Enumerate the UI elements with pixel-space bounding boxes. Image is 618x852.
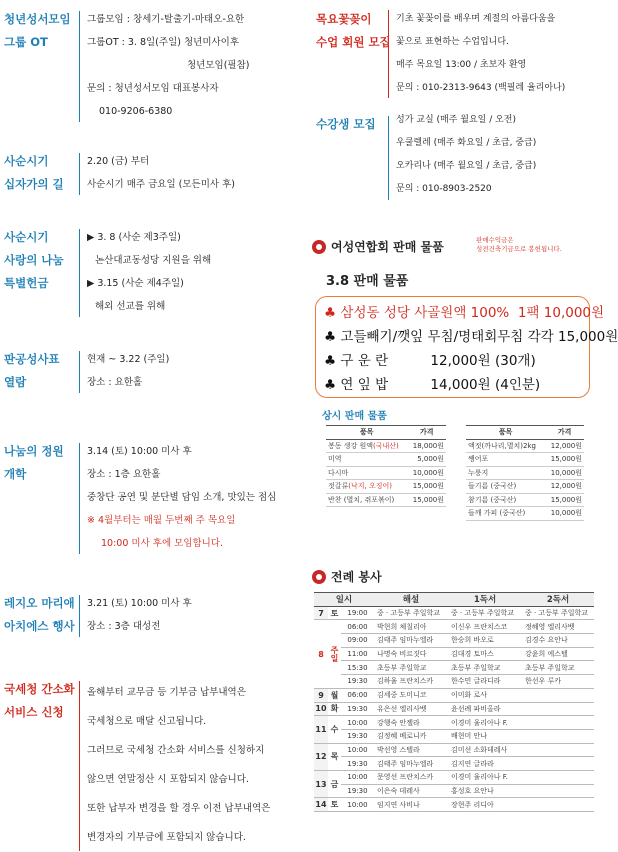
- table-row: 액젓(까나리,멸치)2kg 12,000원: [466, 439, 584, 453]
- table-row: 봉동 생강 원액(국내산) 18,000원: [326, 439, 446, 453]
- pin-icon: [312, 570, 326, 584]
- exhibit-title: 판공성사표 열람: [4, 352, 60, 389]
- pin-icon: [312, 240, 326, 254]
- regular-table-right: 품목 가격 액젓(까나리,멸치)2kg 12,000원 쌩어포 15,000원 누룽지 10,000원 들기름 (중국산) 12,000원 참기름 (중국산) 15,000원 들깨 가피 (중국산) 10,000원: [466, 425, 584, 521]
- students-body: 성가 교실 (매주 월요일 / 오전) 우쿨렐레 (매주 화요일 / 초급, 중급) 오카리나 (매주 월요일 / 초급, 중급) 문의 : 010-8903-2520: [396, 115, 537, 194]
- table-row: 반찬 (멸치, 쥐포볶이) 15,000원: [326, 493, 446, 507]
- garden-body: 3.14 (토) 10:00 미사 후 장소 : 1층 요한홀 중창단 공연 및 분단별 담임 소개, 맛있는 점심 ※ 4월부터는 매월 두번째 주 목요일 10:00 미사 후에 모임합니다.: [87, 446, 277, 549]
- cross-title: 사순시기 십자가의 길: [4, 154, 64, 191]
- sale-item: ♣ 삼성동 성당 사골원액 100% 1팩 10,000원: [324, 305, 605, 321]
- table-row: 7 토 19:00 중 · 고등부 주일학교 중 · 고등부 주일학교 중 · 고등부 주일학교: [314, 606, 594, 620]
- table-row: 참기름 (중국산) 15,000원: [466, 493, 584, 507]
- regular-table-left: 품목 가격 봉동 생강 원액(국내산) 18,000원 미역 5,000원 다시마 10,000원 젓갈류(낙지, 오징어) 15,000원 반찬 (멸치, 쥐포볶이) 15,000원: [326, 425, 446, 507]
- sale-note: 판매수익금은 성전건축기금으로 봉헌됩니다.: [476, 236, 562, 253]
- table-row: 19:30 이은숙 데레사 홍성호 요안나: [314, 784, 594, 798]
- table-row: 13 금 10:00 문영선 프란치스카 이경미 율리아나 F.: [314, 770, 594, 784]
- sale-item: ♣ 연 잎 밥 14,000원 (4인분): [324, 377, 541, 393]
- service-header: 전례 봉사: [312, 568, 382, 585]
- table-row: 19:30 김하율 프란치스카 한수민 글라디라 한선우 루카: [314, 675, 594, 689]
- tax-body: 올해부터 교무금 등 기부금 납부내역은 국세청으로 매달 신고됩니다. 그러므로 국세청 간소화 서비스를 신청하지 않으면 연말정산 시 포함되지 않습니다. 또한 납부자 변경을 할 경우 이전 납부내역은 변경자의 기부금에 포함되지 않습니다.: [87, 687, 271, 843]
- table-row: 10 화 19:30 유은선 엘리사벳 윤선례 파비올라: [314, 702, 594, 716]
- sale-item: ♣ 구 운 란 12,000원 (30개): [324, 353, 536, 369]
- regular-title: 상시 판매 물품: [322, 411, 387, 422]
- table-row: 09:00 김태주 임마누엘라 한승희 바오로 김경수 요안나: [314, 634, 594, 648]
- youth-title: 청년성서모임 그룹 OT: [4, 12, 71, 49]
- garden-title: 나눔의 정원 개학: [4, 444, 64, 481]
- table-row: 들기름 (중국산) 12,000원: [466, 480, 584, 494]
- table-row: 들깨 가피 (중국산) 10,000원: [466, 507, 584, 521]
- service-table: 일시 해설 1독서 2독서 7 토 19:00 중 · 고등부 주일학교 중 · 고등부 주일학교 중 · 고등부 주일학교 8 주일 06:00 박현희 체칠리아 이신우 프란치스코 정혜영 엘리사벳 09:00 김태주 임마누엘라 한승희 바오로 김경수 요안나 11:00 나명숙 비르짓다 김대경 토마스 강윤희 에스텔 15:30 초등부 주일학교 초등부 주일학교 초등부 주일학교 19:30 김하율 프란치스카 한수민 글라디라 한선우 루카 9 월 06:00 김세중 도미니코 이미화 로사 10 화 19:30 유은선 엘리사벳 윤선례 파비올라 11 수 10:00 강행숙 안젤라 이경미 율리아나 F. 19:30 김정혜 베로니카 배현미 안나 12 목 10:00 박선영 스텔라 김미선 소화데레사 19:30 김태주 임마누엘라 김지연 글라라 13 금 10:00 문영선 프란치스카 이경미 율리아나 F. 19:30 이은숙 데레사 홍성호 요안나 14 토 10:00 임지연 사비나 장현주 리디아: [314, 592, 594, 812]
- table-row: 젓갈류(낙지, 오징어) 15,000원: [326, 480, 446, 494]
- table-row: 8 주일 06:00 박현희 체칠리아 이신우 프란치스코 정혜영 엘리사벳: [314, 620, 594, 634]
- tax-title: 국세청 간소화 서비스 신청: [4, 682, 75, 719]
- table-row: 19:30 김정혜 베로니카 배현미 안나: [314, 729, 594, 743]
- table-row: 19:30 김태주 임마누엘라 김지연 글라라: [314, 757, 594, 771]
- table-row: 15:30 초등부 주일학교 초등부 주일학교 초등부 주일학교: [314, 661, 594, 675]
- sale-item: ♣ 고들빼기/깻잎 무침/명태회무침 각각 15,000원: [324, 329, 618, 345]
- table-row: 누룽지 10,000원: [466, 466, 584, 480]
- table-row: 9 월 06:00 김세중 도미니코 이미화 로사: [314, 688, 594, 702]
- exhibit-body: 현재 ~ 3.22 (주일) 장소 : 요한홀: [87, 354, 170, 388]
- flower-body: 기초 꽃꽂이를 배우며 계절의 아름다움을 꽃으로 표현하는 수업입니다. 매주 목요일 13:00 / 초보자 환영 문의 : 010-2313-9643 (백필레 율리아나): [396, 14, 566, 93]
- table-row: 14 토 10:00 임지연 사비나 장현주 리디아: [314, 798, 594, 812]
- table-row: 11:00 나명숙 비르짓다 김대경 토마스 강윤희 에스텔: [314, 647, 594, 661]
- cross-body: 2.20 (금) 부터 사순시기 매주 금요일 (모든미사 후): [87, 156, 235, 190]
- table-row: 11 수 10:00 강행숙 안젤라 이경미 율리아나 F.: [314, 716, 594, 730]
- table-row: 12 목 10:00 박선영 스텔라 김미선 소화데레사: [314, 743, 594, 757]
- table-row: 쌩어포 15,000원: [466, 453, 584, 467]
- table-row: 다시마 10,000원: [326, 466, 446, 480]
- legio-body: 3.21 (토) 10:00 미사 후 장소 : 3층 대성전: [87, 598, 192, 632]
- youth-body: 그룹모임 : 창세기-탈출기-마태오-요한 그룹OT : 3. 8일(주일) 청년미사이후 청년모임(필참) 문의 : 청년성서모임 대표봉사자 010-9206-6380: [87, 14, 250, 117]
- share-title: 사순시기 사랑의 나눔 특별헌금: [4, 230, 64, 290]
- table-row: 미역 5,000원: [326, 453, 446, 467]
- students-title: 수강생 모집: [316, 117, 376, 131]
- sale-header: 여성연합회 판매 물품: [312, 238, 444, 255]
- sale-box: [315, 296, 618, 398]
- legio-title: 레지오 마리애 아치에스 행사: [4, 596, 75, 633]
- flower-title: 목요꽃꽂이 수업 회원 모집: [316, 12, 391, 49]
- sale-title: 3.8 판매 물품: [326, 274, 409, 289]
- share-body: ▶ 3. 8 (사순 제3주일) 논산대교동성당 지원을 위해 ▶ 3.15 (사순 제4주일) 해외 선교를 위해: [87, 232, 212, 312]
